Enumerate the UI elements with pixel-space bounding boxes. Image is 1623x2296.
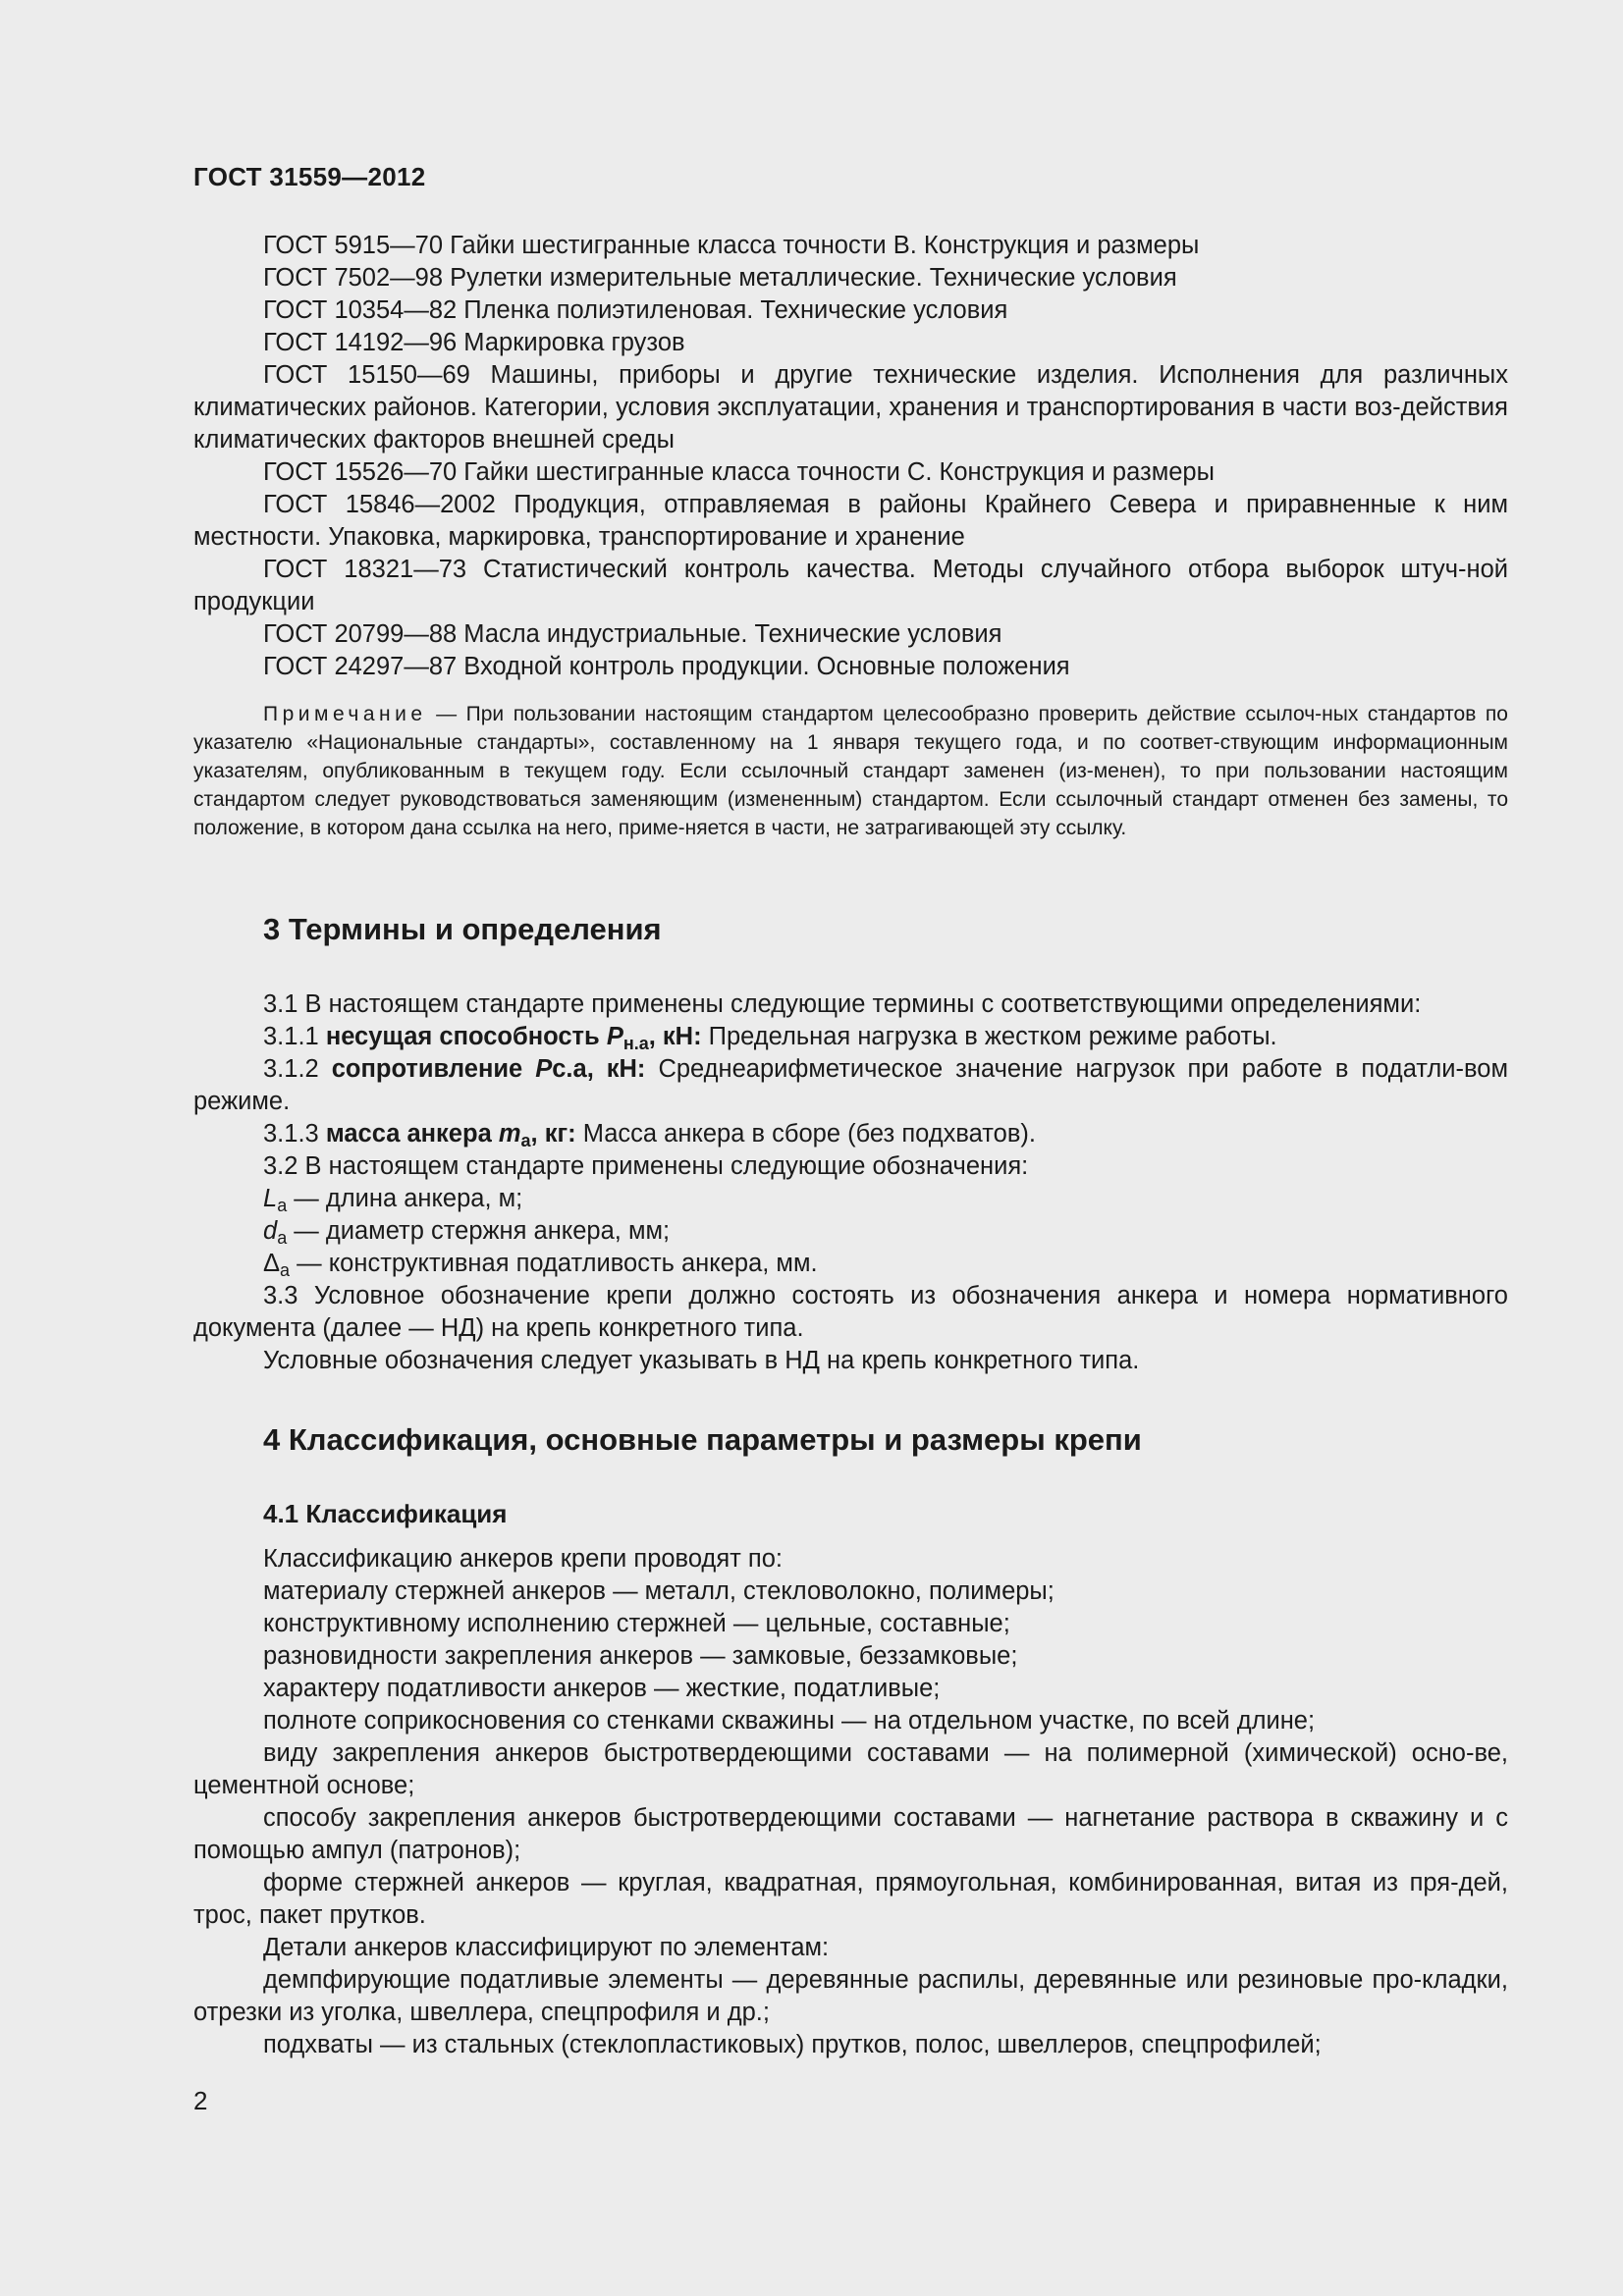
symbol-diameter: $d_а$ — диаметр стержня анкера, мм; bbox=[263, 1217, 671, 1248]
classification-item: конструктивному исполнению стержней — цельные, составные; bbox=[263, 1610, 1010, 1637]
classification-item: материалу стержней анкеров — металл, стекловолокно, полимеры; bbox=[263, 1577, 1055, 1605]
reference-item: ГОСТ 7502—98 Рулетки измерительные металлические. Технические условия bbox=[263, 264, 1177, 292]
paragraph-3-3-note: Условные обозначения следует указывать в НД на крепь конкретного типа. bbox=[263, 1347, 1140, 1374]
classification-item: способу закрепления анкеров быстротвердеющими составами — нагнетание раствора в скважину и с помощью ампул (патронов); bbox=[193, 1804, 1508, 1864]
term-3-1-3: 3.1.3 масса анкера $m_а$, кг: Масса анкера в сборе (без подхватов). bbox=[263, 1120, 1036, 1150]
reference-item: ГОСТ 14192—96 Маркировка грузов bbox=[263, 329, 685, 356]
section-4-title: 4 Классификация, основные параметры и размеры крепи bbox=[263, 1422, 1142, 1457]
classification-item: полноте соприкосновения со стенками скважины — на отдельном участке, по всей длине; bbox=[263, 1707, 1316, 1735]
symbol-length: $L_а$ — длина анкера, м; bbox=[263, 1185, 523, 1215]
subsection-4-1-title: 4.1 Классификация bbox=[263, 1499, 508, 1528]
reference-item: ГОСТ 20799—88 Масла индустриальные. Технические условия bbox=[263, 620, 1002, 648]
reference-item: ГОСТ 24297—87 Входной контроль продукции. Основные положения bbox=[263, 653, 1070, 680]
reference-item: ГОСТ 15846—2002 Продукция, отправляемая в районы Крайнего Севера и приравненные к ним местности. Упаковка, маркировка, транспортирование и хранение bbox=[193, 491, 1508, 551]
paragraph-3-2: 3.2 В настоящем стандарте применены следующие обозначения: bbox=[263, 1152, 1029, 1180]
paragraph-3-3: 3.3 Условное обозначение крепи должно состоять из обозначения анкера и номера нормативного документа (далее — НД) на крепь конкретного типа. bbox=[193, 1282, 1508, 1342]
reference-item: ГОСТ 5915—70 Гайки шестигранные класса точности В. Конструкция и размеры bbox=[263, 232, 1200, 259]
reference-item: ГОСТ 10354—82 Пленка полиэтиленовая. Технические условия bbox=[263, 296, 1008, 324]
classification-item: форме стержней анкеров — круглая, квадратная, прямоугольная, комбинированная, витая из пря-дей, трос, пакет прутков. bbox=[193, 1869, 1508, 1929]
section-3-body bbox=[193, 988, 1508, 1377]
symbol-compliance: $\Delta_а$ — конструктивная податливость анкера, мм. bbox=[263, 1250, 818, 1280]
term-3-1-1: 3.1.1 несущая способность $P_{н.а}$, кН: Предельная нагрузка в жестком режиме работы. bbox=[263, 1023, 1277, 1053]
note-text: — При пользовании настоящим стандартом целесообразно проверить действие ссылоч-ных стандартов по указателю «Национальные стандарты», составленному на 1 января текущего года, и по соответ-ствующим информационным указателям, опубликованным в текущем году. Если ссылочный стандарт заменен (из-менен), то при пользовании настоящим стандартом следует руководствоваться заменяющим (измененным) стандартом. Если ссылочный стандарт отменен без замены, то положение, в котором дана ссылка на него, приме-няется в части, не затрагивающей эту ссылку. bbox=[193, 703, 1508, 839]
classification-item: демпфирующие податливые элементы — деревянные распилы, деревянные или резиновые про-кладки, отрезки из уголка, швеллера, спецпрофиля и др.; bbox=[193, 1966, 1508, 2026]
classification-item: Детали анкеров классифицируют по элементам: bbox=[263, 1934, 830, 1961]
classification-item: Классификацию анкеров крепи проводят по: bbox=[263, 1545, 783, 1573]
paragraph-3-1: 3.1 В настоящем стандарте применены следующие термины с соответствующими определениями: bbox=[263, 990, 1422, 1018]
classification-item: разновидности закрепления анкеров — замковые, беззамковые; bbox=[263, 1642, 1018, 1670]
section-4-body bbox=[193, 1543, 1508, 2061]
section-3-title: 3 Термины и определения bbox=[263, 912, 662, 946]
page-number: 2 bbox=[193, 2086, 208, 2115]
normative-references-list bbox=[193, 230, 1508, 683]
reference-item: ГОСТ 15150—69 Машины, приборы и другие технические изделия. Исполнения для различных климатических районов. Категории, условия эксплуатации, хранения и транспортирования в части воз-действия климатических факторов внешней среды bbox=[193, 361, 1508, 454]
document-code-header: ГОСТ 31559—2012 bbox=[193, 162, 426, 191]
references-note bbox=[193, 700, 1508, 842]
classification-item: виду закрепления анкеров быстротвердеющими составами — на полимерной (химической) осно-ве, цементной основе; bbox=[193, 1739, 1508, 1799]
reference-item: ГОСТ 15526—70 Гайки шестигранные класса точности С. Конструкция и размеры bbox=[263, 458, 1215, 486]
note-label: Примечание bbox=[263, 703, 427, 725]
term-3-1-2: 3.1.2 сопротивление Pс.а, кН: Среднеарифметическое значение нагрузок при работе в податли-вом режиме. bbox=[193, 1055, 1509, 1115]
classification-item: подхваты — из стальных (стеклопластиковых) прутков, полос, швеллеров, спецпрофилей; bbox=[263, 2031, 1322, 2058]
reference-item: ГОСТ 18321—73 Статистический контроль качества. Методы случайного отбора выборок штуч-ной продукции bbox=[193, 556, 1508, 615]
classification-item: характеру податливости анкеров — жесткие, податливые; bbox=[263, 1675, 941, 1702]
